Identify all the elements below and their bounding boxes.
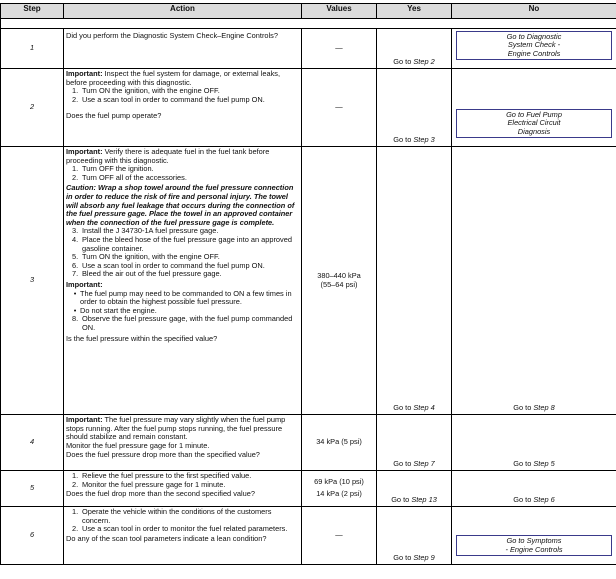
no-cell <box>452 415 616 471</box>
step-row-5 <box>1 471 616 507</box>
value-cell: 34 kPa (5 psi) <box>302 415 377 471</box>
step-row-4 <box>1 415 616 471</box>
yes-cell <box>377 471 452 507</box>
no-cell <box>452 147 616 415</box>
goto-link[interactable]: Go to Step 4 <box>393 403 435 413</box>
goto-link[interactable]: Go to Step 13 <box>391 495 437 505</box>
list-item: 1. Operate the vehicle within the conditions of the customers concern. <box>72 507 272 525</box>
list-item: 8. Observe the fuel pressure gage, with the fuel pump commanded ON. <box>72 314 293 332</box>
spacer-row <box>1 19 616 29</box>
step-row-6 <box>1 507 616 565</box>
value-cell: — <box>302 29 377 69</box>
yes-cell <box>377 507 452 565</box>
header-no: No <box>452 4 616 19</box>
list-item: 6. Use a scan tool in order to command the fuel pump ON. <box>72 260 265 270</box>
important-note: Important: The fuel pressure may vary slightly when the fuel pump stops running. After the fuel pump stops running, the fuel pressure should stabilize and remain constant. <box>66 415 286 442</box>
bullet-item: • Do not start the engine. <box>70 307 299 316</box>
step-number: 6 <box>1 507 64 565</box>
bullet-icon: • <box>73 288 77 298</box>
step-number: 1 <box>1 29 64 69</box>
no-cell <box>452 507 616 565</box>
action-cell <box>64 147 302 415</box>
important-heading: Important: <box>66 279 103 289</box>
goto-link-fuel-pump-circuit[interactable]: Go to Fuel Pump Electrical Circuit Diagnosis <box>456 109 612 138</box>
yes-cell <box>377 29 452 69</box>
list-item: 7. Bleed the air out of the fuel pressure gage. <box>72 269 222 279</box>
list-item: 1. Turn OFF the ignition. <box>72 164 154 174</box>
goto-link[interactable]: Go to Step 9 <box>393 553 435 563</box>
list-item: 1. Turn ON the ignition, with the engine OFF. <box>72 86 220 96</box>
question-text: Is the fuel pressure within the specified value? <box>66 334 218 344</box>
header-step: Step <box>1 4 64 19</box>
goto-link-symptoms[interactable]: Go to Symptoms - Engine Controls <box>456 535 612 556</box>
list-item: 1. Relieve the fuel pressure to the first specified value. <box>72 471 252 480</box>
question-text: Does the fuel pump operate? <box>66 111 162 121</box>
question-text: Does the fuel drop more than the second specified value? <box>66 489 255 499</box>
step-row-2 <box>1 69 616 147</box>
monitor-text: Monitor the fuel pressure gage for 1 minute. <box>66 440 210 450</box>
goto-link[interactable]: Go to Step 3 <box>393 135 435 145</box>
yes-cell <box>377 415 452 471</box>
list-item: 2. Use a scan tool in order to command the fuel pump ON. <box>72 94 265 104</box>
step-number: 4 <box>1 415 64 471</box>
goto-link[interactable]: Go to Step 2 <box>393 57 435 67</box>
value-cell: 69 kPa (10 psi) 14 kPa (2 psi) <box>302 471 377 507</box>
value-cell: 380–440 kPa (55–64 psi) <box>302 147 377 415</box>
step-number: 5 <box>1 471 64 507</box>
no-cell <box>452 29 616 69</box>
header-row <box>1 4 616 19</box>
diagnostic-table <box>0 3 616 565</box>
step-number: 3 <box>1 147 64 415</box>
action-cell <box>64 29 302 69</box>
list-item: 5. Turn ON the ignition, with the engine OFF. <box>72 252 220 262</box>
step-number: 2 <box>1 69 64 147</box>
important-note: Important: Inspect the fuel system for damage, or external leaks, before proceeding with this diagnostic. <box>66 69 281 87</box>
action-cell <box>64 507 302 565</box>
action-cell <box>64 415 302 471</box>
goto-link-diagnostic-system-check[interactable]: Go to Diagnostic System Check - Engine Controls <box>456 31 612 60</box>
list-item: 4. Place the bleed hose of the fuel pressure gage into an approved gasoline container. <box>72 234 292 253</box>
question-text: Do any of the scan tool parameters indicate a lean condition? <box>66 533 267 543</box>
question-text: Does the fuel pressure drop more than the specified value? <box>66 450 260 460</box>
action-cell <box>64 471 302 507</box>
list-item: 2. Use a scan tool in order to monitor the fuel related parameters. <box>72 524 288 534</box>
header-values: Values <box>302 4 377 19</box>
header-action: Action <box>64 4 302 19</box>
bullet-icon: • <box>73 305 77 315</box>
caution-note: Caution: Wrap a shop towel around the fuel pressure connection in order to reduce the risk of fire and personal injury. The towel will absorb any fuel leakage that occurs during the connection of the fuel pressure gage. Place the towel in an approved container when the connection of the fuel pressure gage is complete. <box>66 183 295 227</box>
goto-link[interactable]: Go to Step 7 <box>393 459 435 469</box>
step-row-1 <box>1 29 616 69</box>
yes-cell <box>377 69 452 147</box>
goto-link[interactable]: Go to Step 8 <box>513 403 555 413</box>
header-yes: Yes <box>377 4 452 19</box>
list-item: 2. Turn OFF all of the accessories. <box>72 172 187 182</box>
value-cell: — <box>302 69 377 147</box>
list-item: 3. Install the J 34730-1A fuel pressure gage. <box>72 226 219 236</box>
no-cell <box>452 471 616 507</box>
bullet-item: • The fuel pump may need to be commanded to ON a few times in order to obtain the highest possible fuel pressure. <box>70 290 299 307</box>
diagnostic-table-wrapper <box>0 3 616 577</box>
list-item: 2. Monitor the fuel pressure gage for 1 minute. <box>72 479 226 489</box>
yes-cell <box>377 147 452 415</box>
action-text: Did you perform the Diagnostic System Check–Engine Controls? <box>66 31 278 40</box>
action-cell <box>64 69 302 147</box>
value-cell: — <box>302 507 377 565</box>
goto-link[interactable]: Go to Step 6 <box>513 495 555 505</box>
no-cell <box>452 69 616 147</box>
important-note: Important: Verify there is adequate fuel in the fuel tank before proceeding with this diagnostic. <box>66 147 270 165</box>
goto-link[interactable]: Go to Step 5 <box>513 459 555 469</box>
step-row-3 <box>1 147 616 415</box>
